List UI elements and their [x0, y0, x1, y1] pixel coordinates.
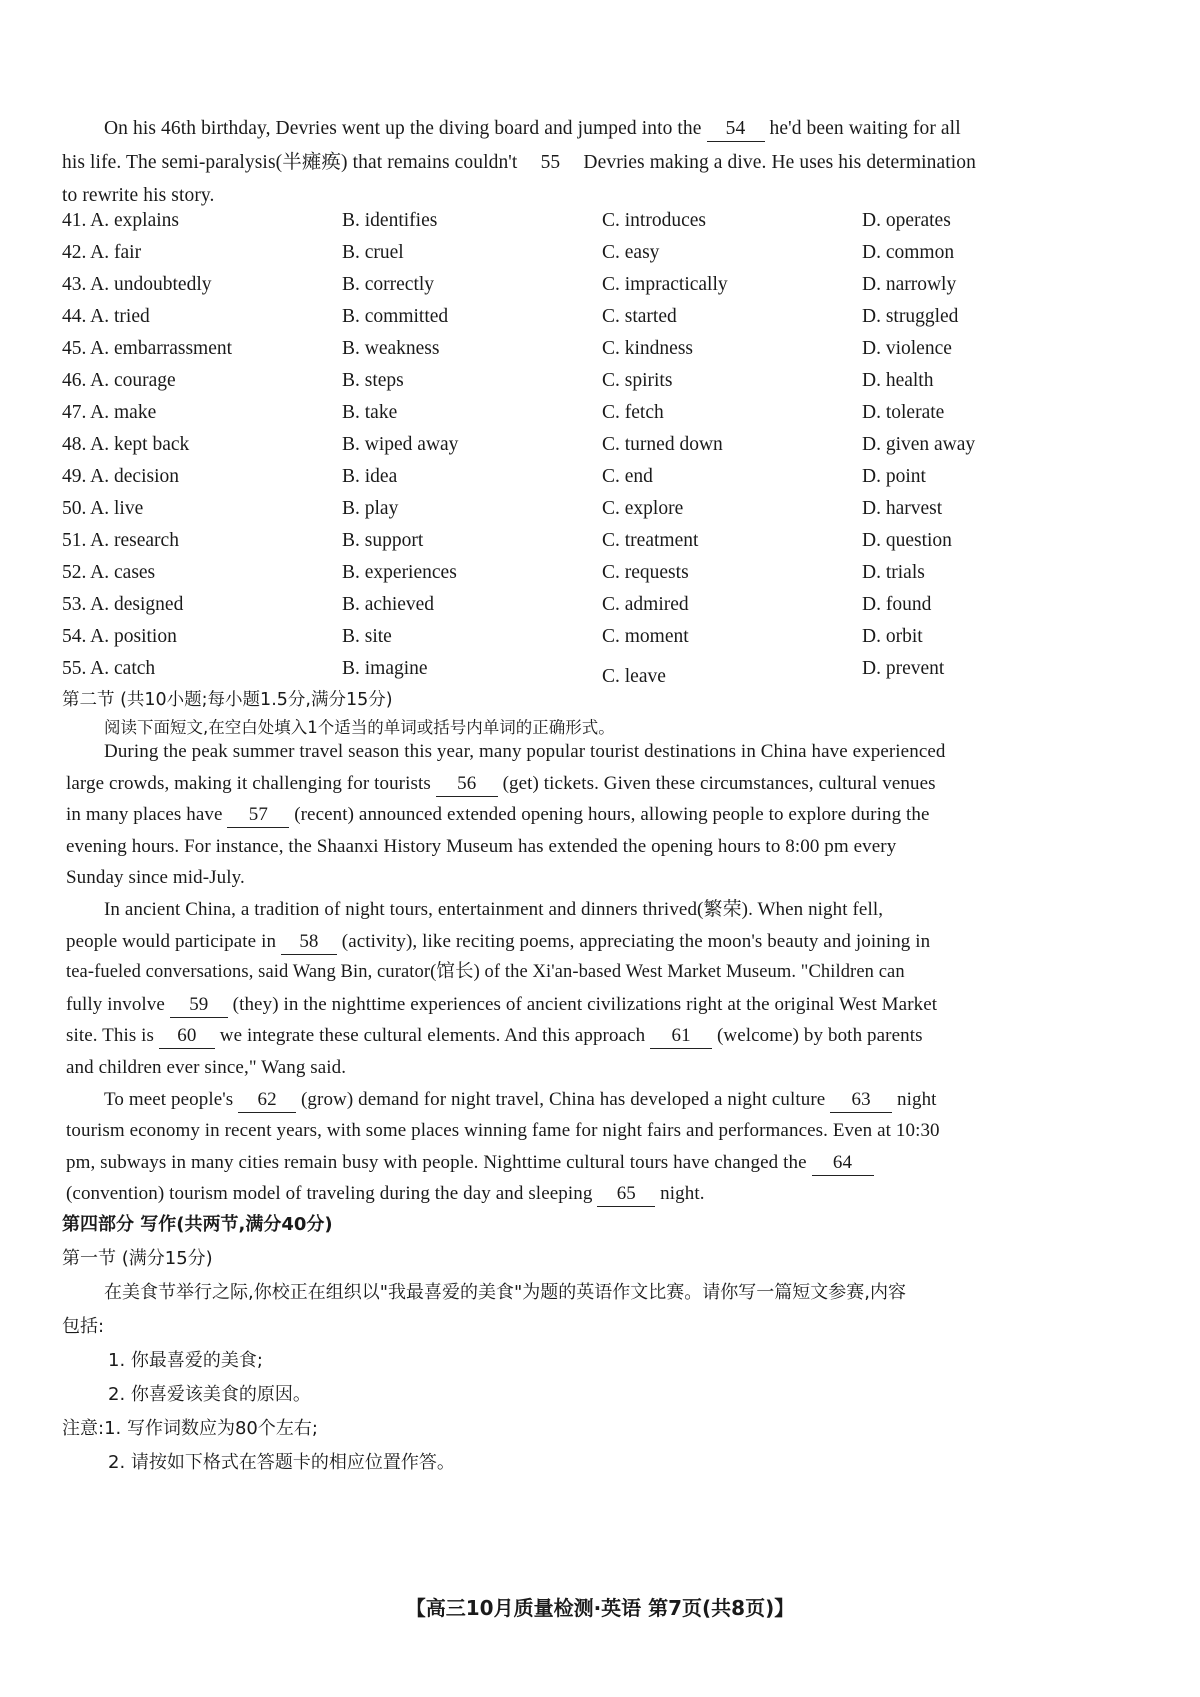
option-b: B. idea — [342, 466, 398, 487]
option-c: C. end — [602, 466, 653, 487]
passage-line-1: On his 46th birthday, Devries went up the diving board and jumped into the 54 he'd been waiting for all — [62, 112, 1142, 146]
option-d: D. common — [862, 242, 955, 263]
option-d: D. tolerate — [862, 402, 945, 423]
p3-line-2: tourism economy in recent years, with some places winning fame for night fairs and performances. Even at 10:30 — [66, 1120, 940, 1142]
section2-heading: 第二节 (共10小题;每小题1.5分,满分15分) — [62, 690, 393, 710]
p2-line-2: people would participate in 58 (activity), like reciting poems, appreciating the moon's beauty and joining in — [66, 926, 1146, 958]
blank-55: 55 — [540, 151, 561, 173]
option-a: 41. A. explains — [62, 210, 179, 231]
blank-58: 58 — [281, 930, 337, 955]
option-a: 43. A. undoubtedly — [62, 274, 212, 295]
option-a: 46. A. courage — [62, 370, 176, 391]
option-d: D. given away — [862, 434, 976, 455]
option-a: 48. A. kept back — [62, 434, 190, 455]
option-a: 54. A. position — [62, 626, 177, 647]
option-a: 49. A. decision — [62, 466, 179, 487]
option-row-47 — [62, 402, 1142, 434]
option-row-45 — [62, 338, 1142, 370]
option-c: C. explore — [602, 498, 684, 519]
option-row-41 — [62, 210, 1142, 242]
option-c: C. requests — [602, 562, 689, 583]
p2-line-5: site. This is 60 we integrate these cultural elements. And this approach 61 (welcome) by both parents — [66, 1020, 1146, 1052]
blank-54: 54 — [707, 117, 765, 142]
option-b: B. achieved — [342, 594, 435, 615]
option-b: B. site — [342, 626, 392, 647]
p2-line-1: In ancient China, a tradition of night tours, entertainment and dinners thrived(繁荣). When night fell, — [104, 898, 884, 920]
option-row-54 — [62, 626, 1142, 658]
option-b: B. support — [342, 530, 424, 551]
option-row-52 — [62, 562, 1142, 594]
part4-heading: 第四部分 写作(共两节,满分40分) — [62, 1214, 333, 1235]
passage-ending — [62, 112, 1142, 213]
p1-line-4: evening hours. For instance, the Shaanxi History Museum has extended the opening hours to 8:00 pm every — [66, 835, 897, 857]
blank-62: 62 — [238, 1088, 296, 1113]
p2-line-6: and children ever since," Wang said. — [66, 1056, 347, 1078]
passage-line-2: his life. The semi-paralysis(半瘫痪) that remains couldn't 55 Devries making a dive. He uses his determination — [62, 146, 1142, 180]
option-a: 44. A. tried — [62, 306, 150, 327]
option-d: D. found — [862, 594, 932, 615]
p2-line-4: fully involve 59 (they) in the nighttime experiences of ancient civilizations right at the original West Market — [66, 989, 1146, 1021]
p1-line-3: in many places have 57 (recent) announced extended opening hours, allowing people to explore during the — [66, 799, 1146, 831]
option-d: D. violence — [862, 338, 952, 359]
writing-prompt-line-1: 在美食节举行之际,你校正在组织以"我最喜爱的美食"为题的英语作文比赛。请你写一篇短文参赛,内容 — [104, 1282, 906, 1303]
option-a: 45. A. embarrassment — [62, 338, 233, 359]
option-c: C. impractically — [602, 274, 728, 295]
writing-note-1: 注意:1. 写作词数应为80个左右; — [62, 1418, 318, 1439]
option-row-51 — [62, 530, 1142, 562]
blank-60: 60 — [159, 1024, 215, 1049]
option-row-50 — [62, 498, 1142, 530]
option-b: B. correctly — [342, 274, 435, 295]
option-c: C. fetch — [602, 402, 664, 423]
option-row-49 — [62, 466, 1142, 498]
blank-57: 57 — [227, 803, 289, 828]
option-c: C. kindness — [602, 338, 694, 359]
option-d: D. struggled — [862, 306, 959, 327]
option-c: C. easy — [602, 242, 660, 263]
p2-line-3: tea-fueled conversations, said Wang Bin, curator(馆长) of the Xi'an-based West Market Museum. "Children can — [66, 962, 905, 983]
option-d: D. operates — [862, 210, 951, 231]
option-b: B. take — [342, 402, 398, 423]
option-a: 55. A. catch — [62, 658, 156, 679]
option-b: B. committed — [342, 306, 449, 327]
option-d: D. orbit — [862, 626, 923, 647]
passage-line-3: to rewrite his story. — [62, 185, 215, 206]
option-b: B. wiped away — [342, 434, 459, 455]
option-c: C. moment — [602, 626, 689, 647]
blank-61: 61 — [650, 1024, 712, 1049]
option-a: 51. A. research — [62, 530, 179, 551]
option-d: D. health — [862, 370, 934, 391]
p3-line-3: pm, subways in many cities remain busy with people. Nighttime cultural tours have changed the 64 — [66, 1147, 1146, 1179]
option-c: C. started — [602, 306, 677, 327]
p1-line-5: Sunday since mid-July. — [66, 867, 245, 889]
option-c: C. turned down — [602, 434, 723, 455]
writing-note-2: 2. 请按如下格式在答题卡的相应位置作答。 — [108, 1452, 455, 1473]
option-b: B. imagine — [342, 658, 428, 679]
section2-instruction: 阅读下面短文,在空白处填入1个适当的单词或括号内单词的正确形式。 — [104, 718, 615, 737]
option-b: B. weakness — [342, 338, 440, 359]
p3-line-1: To meet people's 62 (grow) demand for night travel, China has developed a night culture 63 night — [66, 1084, 1146, 1116]
blank-56: 56 — [436, 772, 498, 797]
option-a: 47. A. make — [62, 402, 157, 423]
option-row-43 — [62, 274, 1142, 306]
option-a: 52. A. cases — [62, 562, 156, 583]
writing-item-2: 2. 你喜爱该美食的原因。 — [108, 1384, 311, 1405]
writing-prompt-line-2: 包括: — [62, 1316, 105, 1337]
option-b: B. steps — [342, 370, 404, 391]
option-b: B. experiences — [342, 562, 457, 583]
option-row-42 — [62, 242, 1142, 274]
blank-63: 63 — [830, 1088, 892, 1113]
part4-sub-heading: 第一节 (满分15分) — [62, 1248, 213, 1269]
option-d: D. narrowly — [862, 274, 957, 295]
blank-64: 64 — [812, 1151, 874, 1176]
option-c: C. admired — [602, 594, 689, 615]
grammar-passage — [66, 736, 1146, 1210]
option-a: 42. A. fair — [62, 242, 142, 263]
option-row-46 — [62, 370, 1142, 402]
p3-line-4: (convention) tourism model of traveling during the day and sleeping 65 night. — [66, 1178, 1146, 1210]
option-row-48 — [62, 434, 1142, 466]
option-c: C. spirits — [602, 370, 673, 391]
option-d: D. point — [862, 466, 926, 487]
blank-59: 59 — [170, 993, 228, 1018]
option-b: B. identifies — [342, 210, 438, 231]
option-d: D. trials — [862, 562, 925, 583]
option-a: 53. A. designed — [62, 594, 184, 615]
page-footer: 【高三10月质量检测·英语 第7页(共8页)】 — [405, 1596, 795, 1620]
option-d: D. question — [862, 530, 952, 551]
p1-line-1: During the peak summer travel season this year, many popular tourist destinations in China have experienced — [104, 741, 946, 762]
option-b: B. play — [342, 498, 399, 519]
option-row-44 — [62, 306, 1142, 338]
p1-line-2: large crowds, making it challenging for tourists 56 (get) tickets. Given these circumstances, cultural venues — [66, 768, 1146, 800]
option-row-53 — [62, 594, 1142, 626]
writing-item-1: 1. 你最喜爱的美食; — [108, 1350, 263, 1371]
blank-65: 65 — [597, 1182, 655, 1207]
option-d: D. prevent — [862, 658, 945, 679]
option-b: B. cruel — [342, 242, 404, 263]
option-c: C. leave — [602, 666, 666, 687]
option-a: 50. A. live — [62, 498, 144, 519]
option-d: D. harvest — [862, 498, 943, 519]
option-c: C. introduces — [602, 210, 706, 231]
option-c: C. treatment — [602, 530, 699, 551]
